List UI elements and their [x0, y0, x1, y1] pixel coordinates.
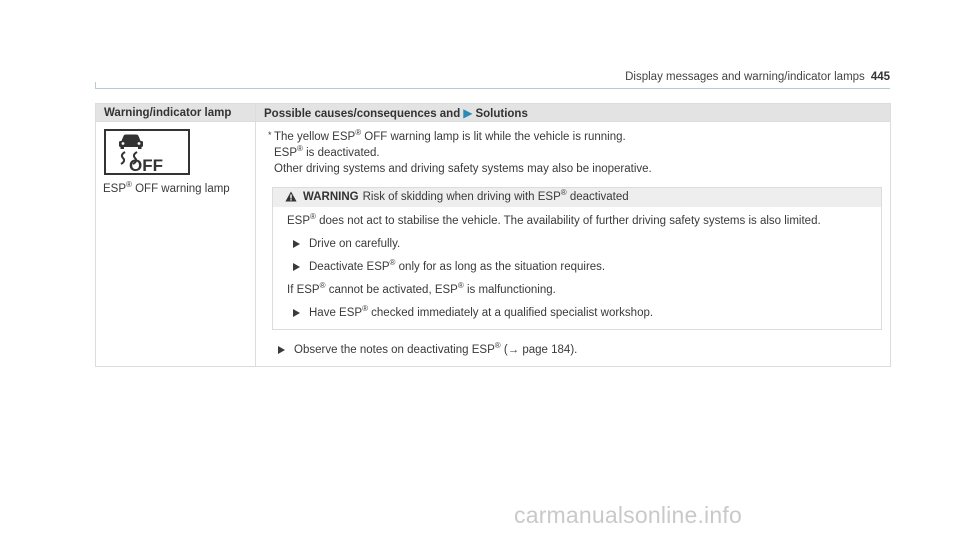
- lamp-caption: [103, 180, 255, 195]
- lamp-caption-reg: ®: [126, 180, 132, 190]
- col-header-causes: [256, 104, 891, 122]
- warning-title: Risk of skidding when driving with ESP® deactivated: [362, 188, 629, 203]
- warning-box: [272, 187, 882, 330]
- final-instruction-step: Observe the notes on deactivating ESP® (→ page 184).: [272, 342, 890, 358]
- cause-text: [256, 122, 890, 177]
- warning-body-text-1: ESP® does not act to stabilise the vehicle. The availability of further driving safety systems is also limited.: [287, 212, 821, 227]
- instruction-step: Deactivate ESP® only for as long as the situation requires.: [287, 259, 871, 275]
- step-arrow-icon: [293, 263, 300, 271]
- warning-lamp-table: [95, 103, 891, 367]
- table-header-row: [96, 104, 891, 122]
- cause-line-2: ESP® is deactivated.: [274, 144, 380, 159]
- watermark: carmanualsonline.info: [514, 502, 742, 528]
- header-tick: [95, 82, 96, 88]
- esp-off-lamp-icon: [104, 129, 190, 175]
- instruction-step: Have ESP® checked immediately at a qualified specialist workshop.: [287, 305, 871, 321]
- esp-off-symbol-icon: [106, 131, 188, 173]
- header-title: Display messages and warning/indicator lamps: [625, 71, 865, 83]
- warning-label: WARNING: [303, 191, 359, 203]
- cause-line-1: The yellow ESP® OFF warning lamp is lit while the vehicle is running.: [274, 128, 626, 143]
- solution-arrow-icon: ▶: [463, 105, 473, 120]
- warning-body-text-2: If ESP® cannot be activated, ESP® is malfunctioning.: [287, 281, 556, 296]
- page-ref-arrow-icon: →: [507, 344, 520, 356]
- col-header-causes-text: Possible causes/consequences and: [264, 107, 461, 120]
- warning-header: [273, 188, 881, 207]
- header-text: [625, 71, 890, 83]
- footnote-star: *: [268, 130, 272, 140]
- col-header-solutions-text: Solutions: [475, 107, 528, 120]
- step-arrow-icon: [293, 309, 300, 317]
- step-arrow-icon: [278, 346, 285, 354]
- instruction-step: Drive on carefully.: [287, 236, 871, 252]
- lamp-cell: [96, 122, 256, 367]
- lamp-caption-rest: OFF warning lamp: [131, 183, 230, 195]
- cause-line-3: Other driving systems and driving safety systems may also be inoperative.: [274, 163, 652, 175]
- page-number: 445: [870, 71, 890, 83]
- step-arrow-icon: [293, 240, 300, 248]
- warning-body: [273, 207, 881, 329]
- page-reference-link[interactable]: page 184).: [519, 344, 578, 356]
- warning-triangle-icon: [285, 190, 297, 209]
- table-row: [96, 122, 891, 367]
- solutions-cell: [256, 122, 891, 367]
- col-header-lamp: Warning/indicator lamp: [96, 104, 256, 122]
- page-header: [95, 71, 890, 89]
- lamp-caption-esp: ESP: [103, 183, 127, 195]
- lamp-off-text: OFF: [129, 156, 163, 173]
